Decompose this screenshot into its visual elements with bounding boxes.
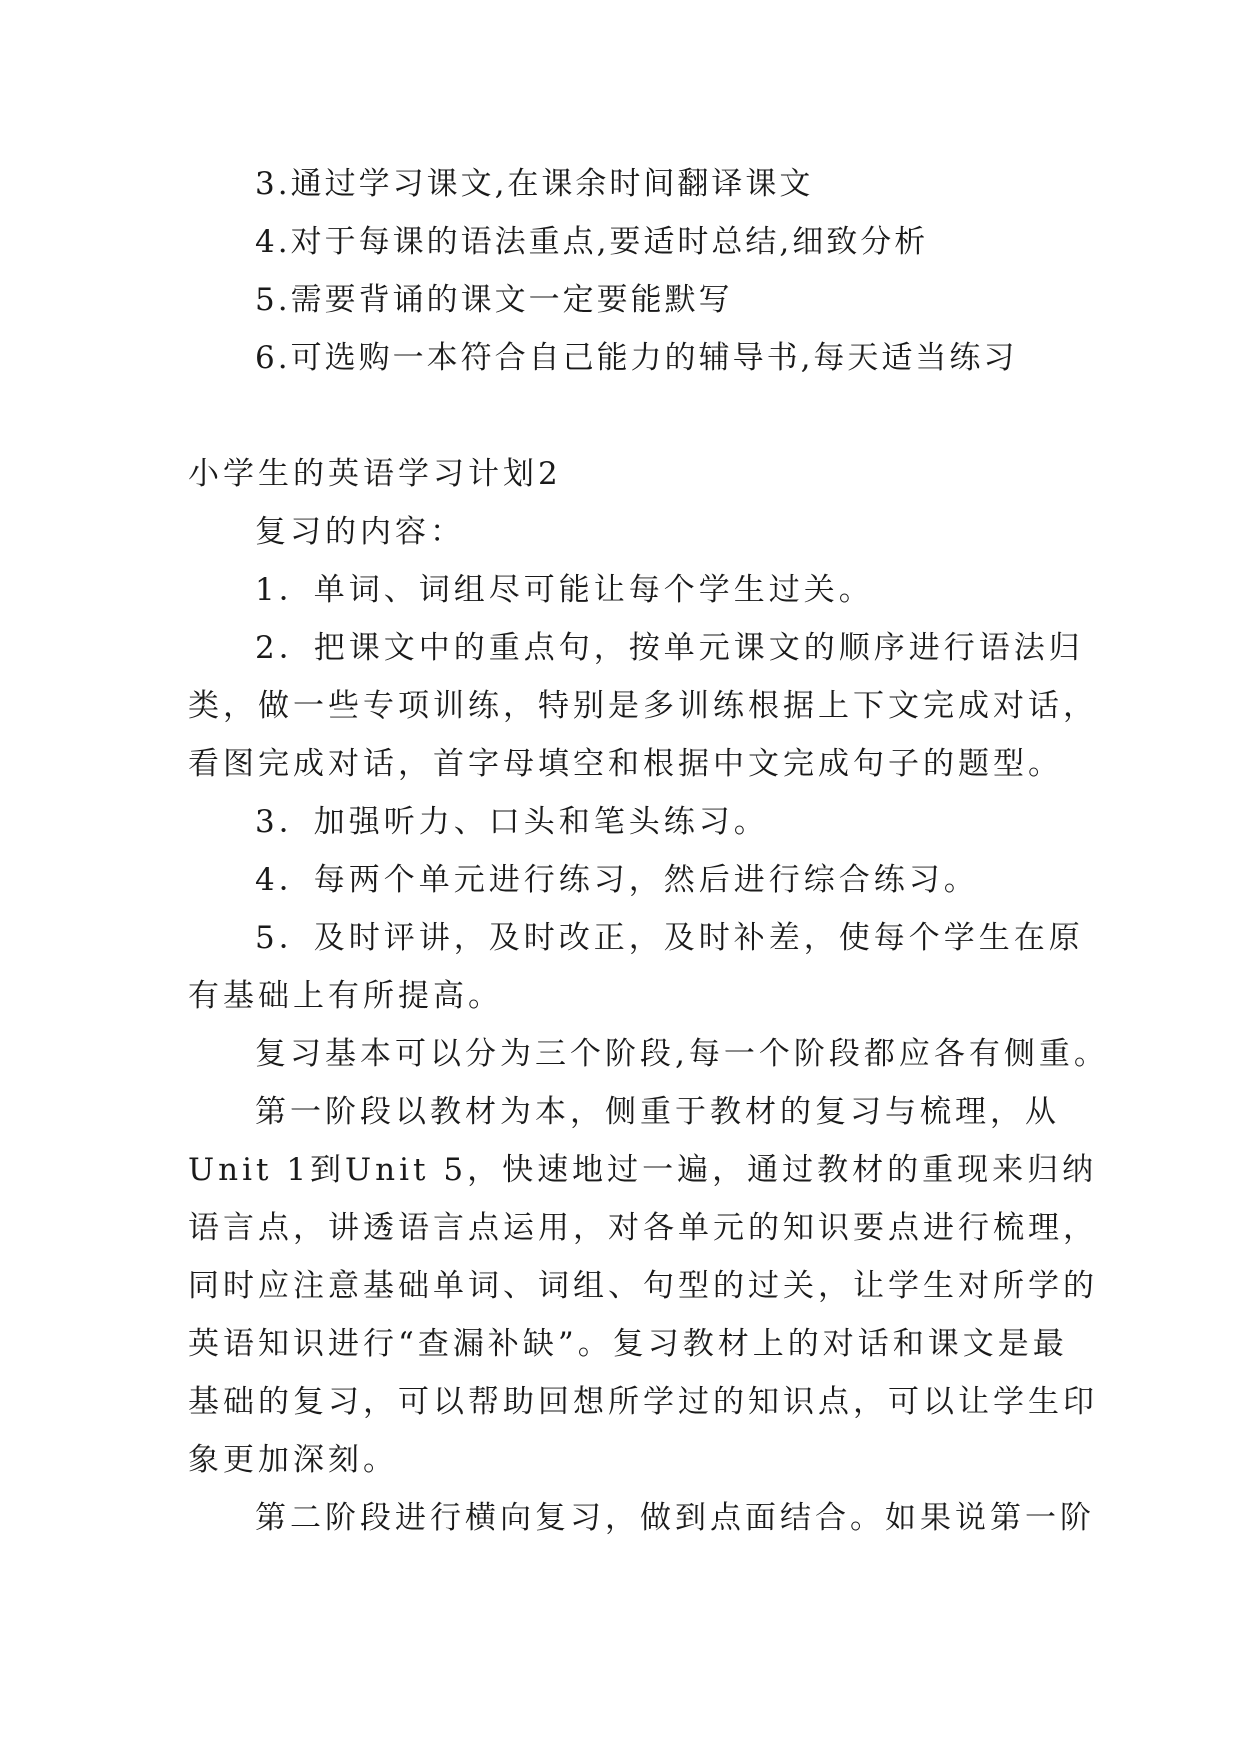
section-title: 小学生的英语学习计划2 — [188, 456, 562, 492]
body-line: 第一阶段以教材为本，侧重于教材的复习与梳理，从 — [255, 1094, 1060, 1130]
list-item-6: 6.可选购一本符合自己能力的辅导书,每天适当练习 — [255, 340, 1018, 376]
body-line: 4．每两个单元进行练习，然后进行综合练习。 — [255, 862, 979, 898]
body-line: 1．单词、词组尽可能让每个学生过关。 — [255, 572, 874, 608]
body-line: 3．加强听力、口头和笔头练习。 — [255, 804, 769, 840]
list-item-5: 5.需要背诵的课文一定要能默写 — [255, 282, 733, 318]
body-line: 英语知识进行“查漏补缺”。复习教材上的对话和课文是最 — [188, 1326, 1068, 1362]
body-line: 有基础上有所提高。 — [188, 978, 503, 1014]
body-line: 语言点，讲透语言点运用，对各单元的知识要点进行梳理， — [188, 1210, 1098, 1246]
body-line: 复习基本可以分为三个阶段,每一个阶段都应各有侧重。 — [255, 1036, 1109, 1072]
list-item-3: 3.通过学习课文,在课余时间翻译课文 — [255, 166, 814, 202]
body-line: 类，做一些专项训练，特别是多训练根据上下文完成对话， — [188, 688, 1098, 724]
body-line: 象更加深刻。 — [188, 1442, 398, 1478]
body-line: 看图完成对话，首字母填空和根据中文完成句子的题型。 — [188, 746, 1063, 782]
body-line: 基础的复习，可以帮助回想所学过的知识点，可以让学生印 — [188, 1384, 1098, 1420]
body-line: 复习的内容： — [255, 514, 465, 550]
body-line: 5．及时评讲，及时改正，及时补差，使每个学生在原 — [255, 920, 1084, 956]
list-item-4: 4.对于每课的语法重点,要适时总结,细致分析 — [255, 224, 929, 260]
body-line: Unit 1到Unit 5，快速地过一遍，通过教材的重现来归纳 — [188, 1152, 1098, 1188]
body-line: 第二阶段进行横向复习，做到点面结合。如果说第一阶 — [255, 1500, 1095, 1536]
body-line: 2．把课文中的重点句，按单元课文的顺序进行语法归 — [255, 630, 1084, 666]
body-line: 同时应注意基础单词、词组、句型的过关，让学生对所学的 — [188, 1268, 1098, 1304]
